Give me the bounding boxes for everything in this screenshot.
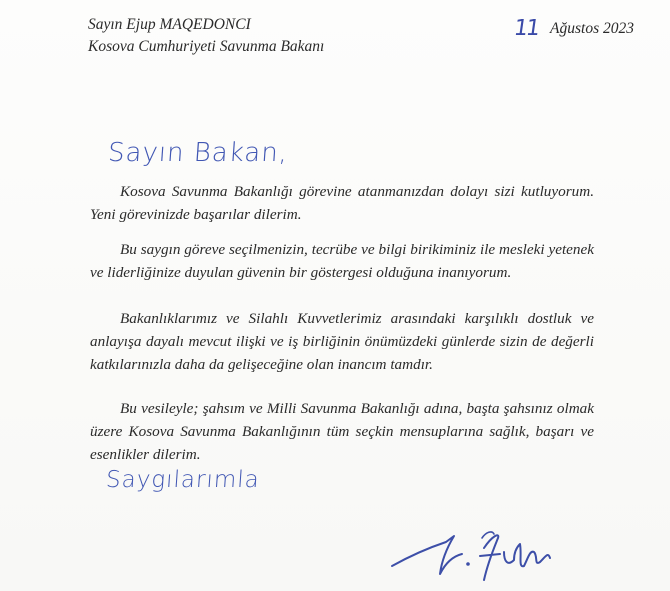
paragraph-text: Bu saygın göreve seçilmenizin, tecrübe ve bilgi birikiminiz ile mesleki yetenek ve liderliğinize duyulan güvenin bir göstergesi olduğuna inanıyorum. (90, 241, 594, 281)
paragraph-2 (90, 238, 594, 284)
paragraph-text: Bu vesileyle; şahsım ve Milli Savunma Bakanlığı adına, başta şahsınız olmak üzere Kosova Savunma Bakanlığının tüm seçkin mensuplarına sağlık, başarı ve esenlikler dilerim. (90, 400, 594, 463)
paragraph-1 (90, 180, 594, 226)
addressee-block (88, 14, 324, 58)
paragraph-text: Bakanlıklarımız ve Silahlı Kuvvetlerimiz arasındaki karşılıklı dostluk ve anlayışa dayalı mevcut ilişki ve iş birliğinin önümüzdeki günlerde sizin de değerli katkılarınızla daha da gelişeceğine olan inancım tamdır. (90, 310, 594, 373)
date-month-year: Ağustos 2023 (550, 19, 634, 37)
addressee-name: Sayın Ejup MAQEDONCI (88, 16, 251, 33)
handwritten-day: 11 (512, 16, 540, 41)
signature-image (388, 508, 558, 588)
addressee-title: Kosova Cumhuriyeti Savunma Bakanı (88, 38, 325, 55)
handwritten-salutation: Sayın Bakan, (106, 138, 290, 168)
paragraph-text: Kosova Savunma Bakanlığı görevine atanmanızdan dolayı sizi kutluyorum. Yeni görevinizde başarılar dilerim. (90, 183, 594, 223)
date-line (514, 16, 634, 41)
paragraph-3 (90, 307, 594, 376)
handwritten-closing: Saygılarımla (105, 467, 261, 493)
paragraph-4 (90, 397, 594, 466)
